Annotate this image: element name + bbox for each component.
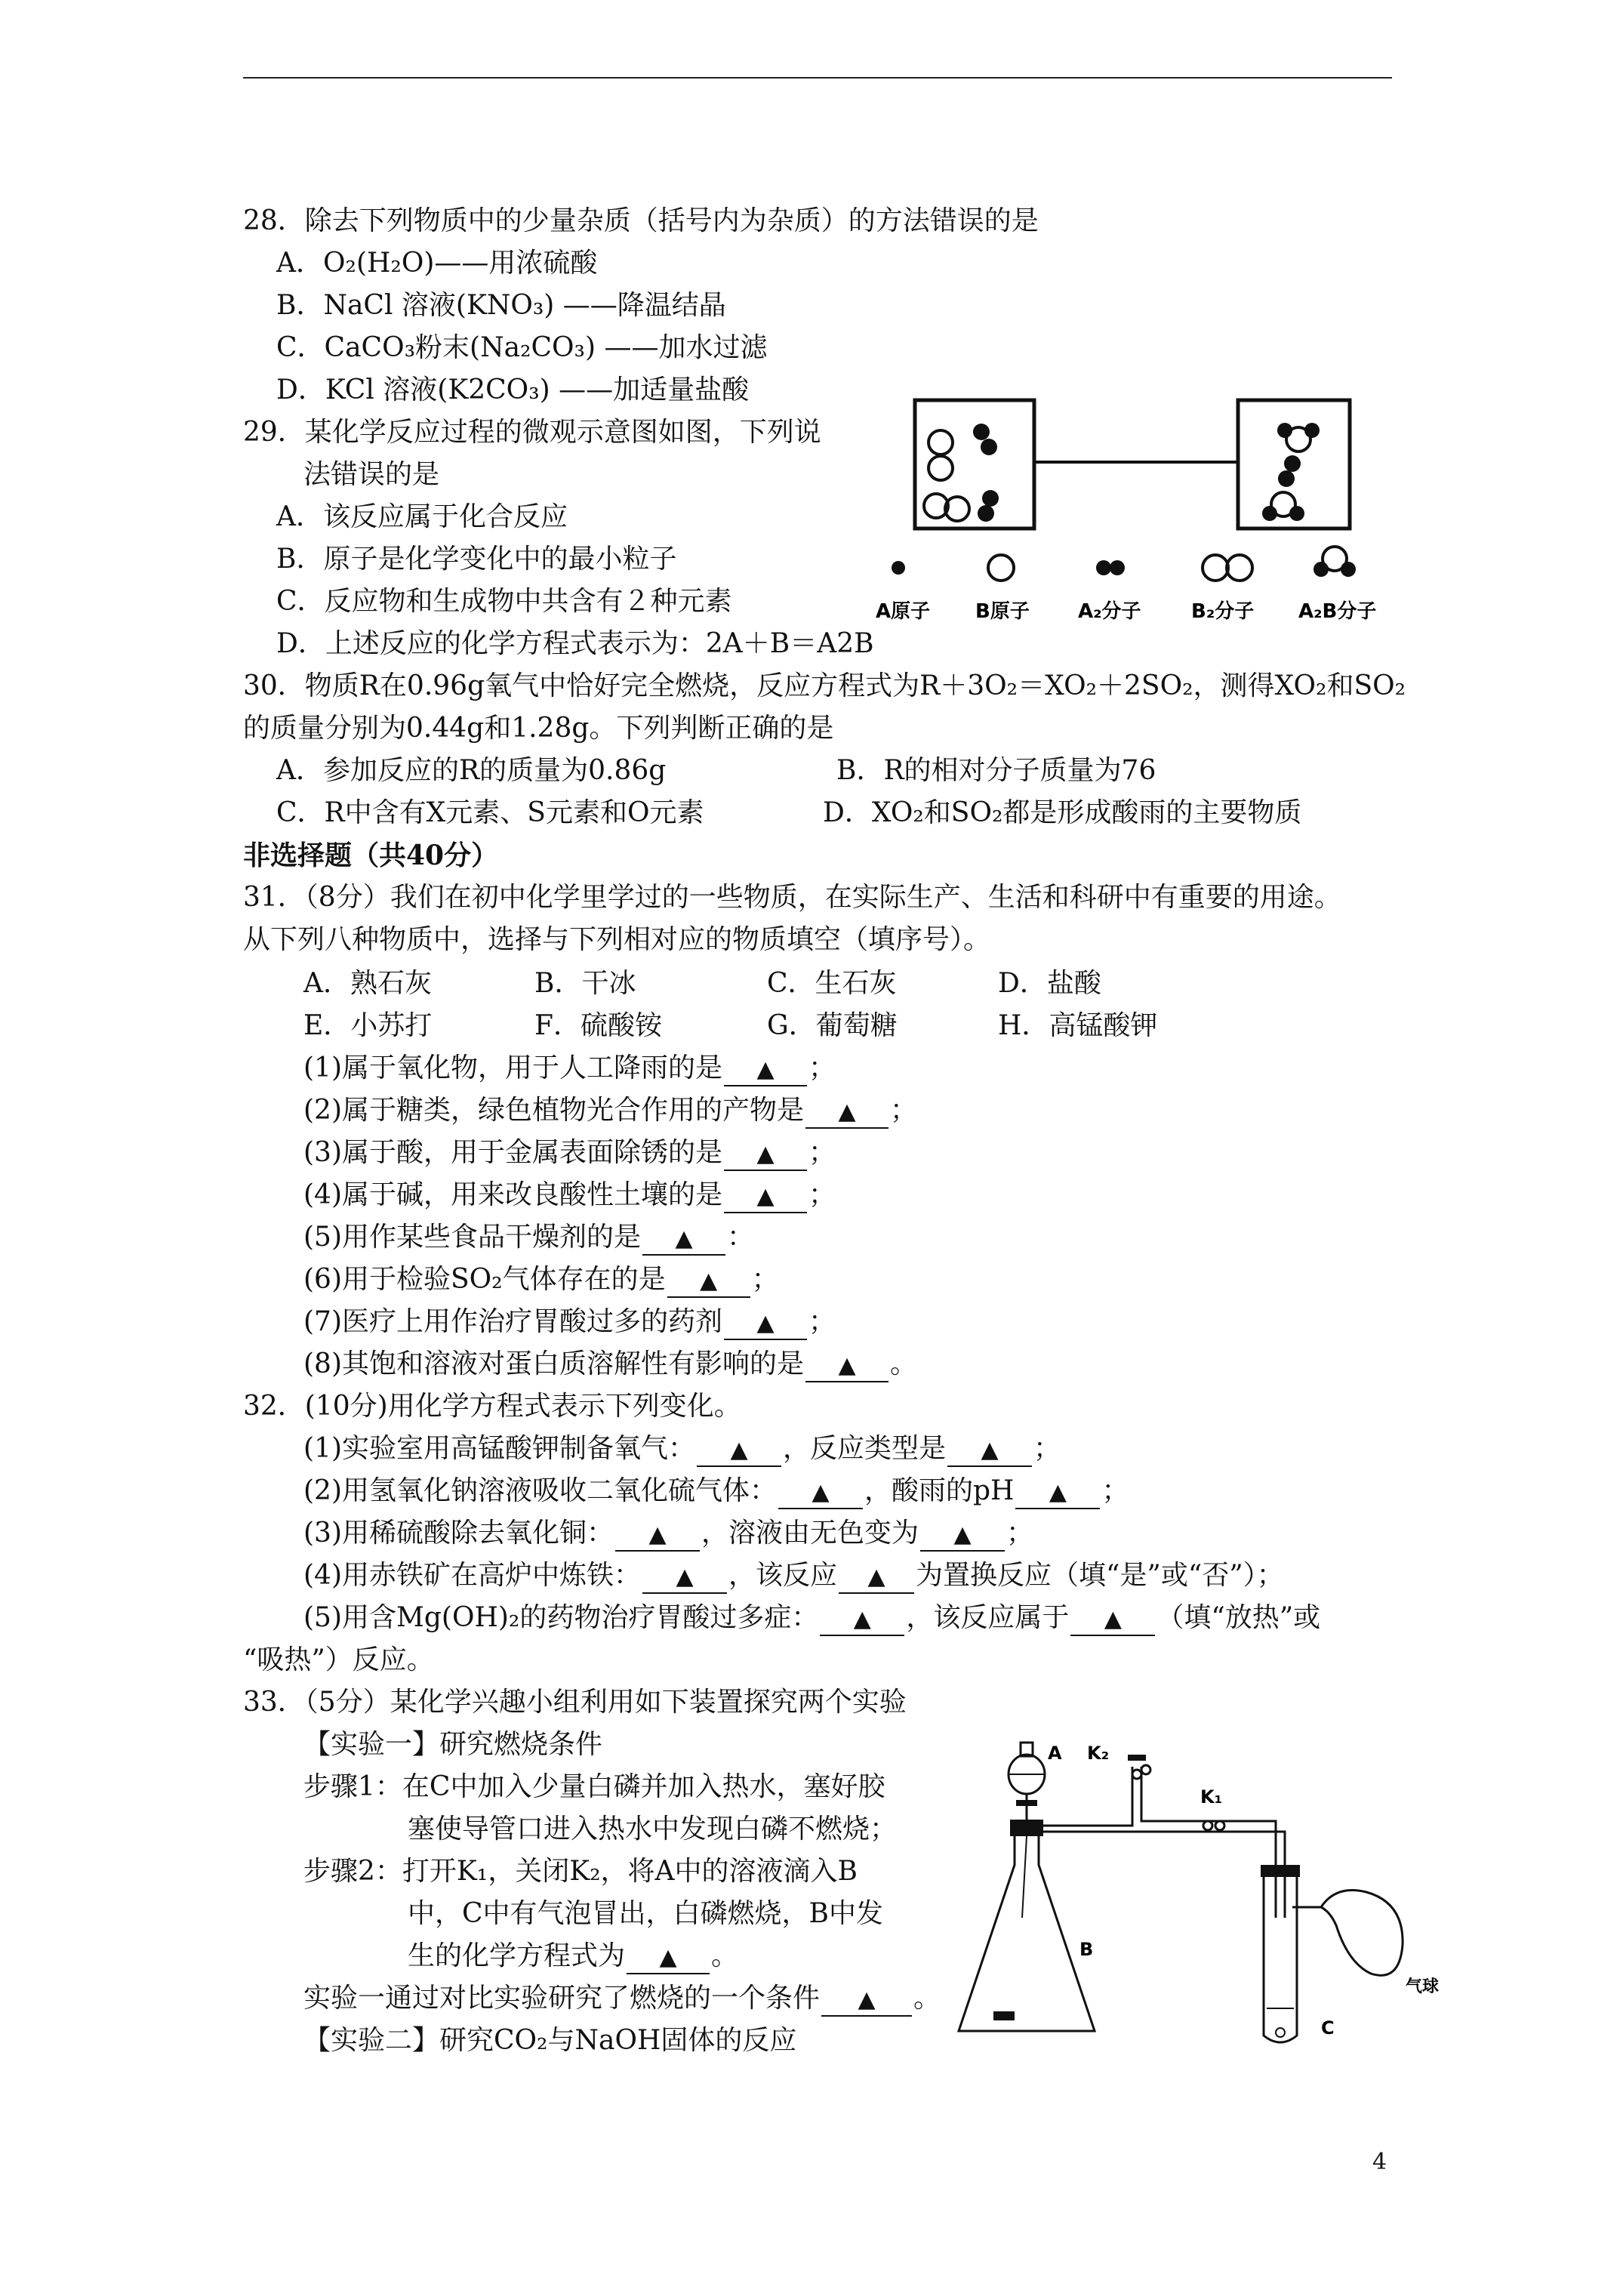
answer-blank[interactable]: ▲ bbox=[947, 1434, 1032, 1467]
q31-opt-d: D．盐酸 bbox=[998, 968, 1101, 999]
label-b: B bbox=[1079, 1939, 1094, 1960]
q31-item-8: (8)其饱和溶液对蛋白质溶解性有影响的是 ▲ 。 bbox=[303, 1347, 917, 1382]
a2b-molecule bbox=[1277, 423, 1320, 451]
q33-exp1-heading: 【实验一】研究燃烧条件 bbox=[303, 1729, 603, 1760]
label-c: C bbox=[1321, 2017, 1335, 2039]
q32-item-1: (1)实验室用高锰酸钾制备氧气： ▲ ，反应类型是 ▲ ； bbox=[303, 1432, 1061, 1467]
q32-item-2: (2)用氢氧化钠溶液吸收二氧化硫气体： ▲ ，酸雨的pH ▲ ； bbox=[303, 1474, 1129, 1509]
q29-stem-line2: 法错误的是 bbox=[303, 459, 440, 490]
clamp-k2 bbox=[1132, 1765, 1150, 1779]
q30-line1: 30．物质R在0.96g氧气中恰好完全燃烧，反应方程式为R＋3O₂＝XO₂＋2SO₂，测得XO₂和SO₂ bbox=[243, 670, 1406, 701]
apparatus-diagram bbox=[944, 1737, 1440, 2054]
q31-opt-g: G．葡萄糖 bbox=[767, 1010, 898, 1041]
a2-molecule bbox=[978, 490, 999, 522]
answer-blank[interactable]: ▲ bbox=[667, 1265, 750, 1298]
a2-molecule bbox=[973, 424, 997, 455]
a2b-molecule bbox=[1262, 492, 1304, 521]
q30-option-b: B．R的相对分子质量为76 bbox=[836, 755, 1156, 786]
label-balloon: 气球 bbox=[1406, 1977, 1440, 1996]
answer-blank[interactable]: ▲ bbox=[820, 1603, 904, 1636]
q30-option-c: C．R中含有X元素、S元素和O元素 bbox=[276, 797, 704, 828]
q31-item-7: (7)医疗上用作治疗胃酸过多的药剂 ▲ ； bbox=[303, 1305, 836, 1340]
legend-a2-molecule bbox=[1096, 560, 1125, 575]
q30-option-d: D．XO₂和SO₂都是形成酸雨的主要物质 bbox=[823, 797, 1302, 828]
answer-blank[interactable]: ▲ bbox=[642, 1561, 727, 1594]
answer-blank[interactable]: ▲ bbox=[805, 1096, 888, 1129]
answer-blank[interactable]: ▲ bbox=[1015, 1476, 1100, 1509]
legend-b-atom-label: B原子 bbox=[975, 600, 1030, 623]
section-heading: 非选择题（共40分） bbox=[243, 840, 499, 871]
q30-line2: 的质量分别为0.44g和1.28g。下列判断正确的是 bbox=[243, 713, 834, 744]
q31-item-5: (5)用作某些食品干燥剂的是 ▲ ： bbox=[303, 1220, 754, 1256]
q28-option-d: D．KCl 溶液(K2CO₃) ——加适量盐酸 bbox=[276, 374, 750, 405]
q33-conclusion: 实验一通过对比实验研究了燃烧的一个条件 ▲ 。 bbox=[303, 1981, 941, 2017]
reactant-box bbox=[915, 400, 1034, 529]
q31-opt-b: B．干冰 bbox=[534, 968, 636, 999]
legend-a-atom-label: A原子 bbox=[876, 600, 931, 623]
legend-a-atom bbox=[892, 561, 905, 575]
q33-step2-line2: 中，C中有气泡冒出，白磷燃烧，B中发 bbox=[408, 1898, 884, 1929]
q28-option-a: A．O₂(H₂O)——用浓硫酸 bbox=[276, 248, 598, 279]
clamp-k1 bbox=[1203, 1821, 1224, 1830]
q29-option-c: C．反应物和生成物中共含有２种元素 bbox=[276, 586, 732, 617]
q33-step2-line3: 生的化学方程式为 ▲ 。 bbox=[408, 1939, 738, 1974]
q30-option-a: A．参加反应的R的质量为0.86g bbox=[276, 755, 667, 786]
q28-option-b: B．NaCl 溶液(KNO₃) ——降温结晶 bbox=[276, 290, 726, 321]
q32-item-3: (3)用稀硫酸除去氧化铜： ▲ ，溶液由无色变为 ▲ ； bbox=[303, 1516, 1033, 1552]
q29-option-b: B．原子是化学变化中的最小粒子 bbox=[276, 544, 677, 575]
q32-item-5: (5)用含Mg(OH)₂的药物治疗胃酸过多症： ▲ ，该反应属于 ▲ （填“放热”或 bbox=[303, 1601, 1320, 1636]
answer-blank[interactable]: ▲ bbox=[615, 1518, 700, 1552]
q31-opt-c: C．生石灰 bbox=[767, 968, 897, 999]
erlenmeyer-flask-b bbox=[959, 1820, 1095, 2031]
legend-a2b-molecule bbox=[1313, 547, 1356, 577]
q31-item-6: (6)用于检验SO₂气体存在的是 ▲ ； bbox=[303, 1262, 779, 1298]
page-number: 4 bbox=[1372, 2149, 1387, 2175]
legend-a2b-label: A₂B分子 bbox=[1298, 600, 1377, 623]
q29-stem-line1: 29．某化学反应过程的微观示意图如图，下列说 bbox=[243, 417, 821, 448]
q31-opt-h: H．高锰酸钾 bbox=[998, 1010, 1158, 1041]
answer-blank[interactable]: ▲ bbox=[627, 1941, 710, 1974]
answer-blank[interactable]: ▲ bbox=[724, 1180, 807, 1213]
a2-molecule bbox=[1278, 455, 1301, 487]
q31-opt-a: A．熟石灰 bbox=[303, 968, 432, 999]
label-k1: K₁ bbox=[1200, 1786, 1223, 1808]
answer-blank[interactable]: ▲ bbox=[778, 1476, 863, 1509]
label-k2: K₂ bbox=[1087, 1743, 1110, 1764]
q33-stem: 33．（5分）某化学兴趣小组利用如下装置探究两个实验 bbox=[243, 1687, 907, 1718]
q33-step1-line2: 塞使导管口进入热水中发现白磷不燃烧； bbox=[408, 1814, 898, 1845]
answer-blank[interactable]: ▲ bbox=[724, 1307, 807, 1340]
q31-line1: 31．（8分）我们在初中化学里学过的一些物质，在实际生产、生活和科研中有重要的用途。 bbox=[243, 882, 1341, 913]
q31-item-4: (4)属于碱，用来改良酸性土壤的是 ▲ ； bbox=[303, 1178, 836, 1213]
reaction-diagram bbox=[876, 393, 1404, 642]
answer-blank[interactable]: ▲ bbox=[697, 1434, 781, 1467]
test-tube-c bbox=[1261, 1865, 1321, 2042]
q33-exp2-heading: 【实验二】研究CO₂与NaOH固体的反应 bbox=[303, 2025, 797, 2056]
q31-opt-f: F．硫酸铵 bbox=[534, 1010, 662, 1041]
q29-option-a: A．该反应属于化合反应 bbox=[276, 501, 568, 532]
legend-a2-label: A₂分子 bbox=[1078, 600, 1141, 623]
answer-blank[interactable]: ▲ bbox=[805, 1349, 888, 1382]
label-a: A bbox=[1048, 1743, 1062, 1764]
answer-blank[interactable]: ▲ bbox=[724, 1138, 807, 1171]
answer-blank[interactable]: ▲ bbox=[1070, 1603, 1155, 1636]
answer-blank[interactable]: ▲ bbox=[821, 1983, 912, 2017]
answer-blank[interactable]: ▲ bbox=[724, 1053, 807, 1086]
q32-stem: 32．(10分)用化学方程式表示下列变化。 bbox=[243, 1391, 741, 1422]
legend-b2-label: B₂分子 bbox=[1191, 600, 1255, 623]
q29-option-d: D．上述反应的化学方程式表示为：2A＋B＝A2B bbox=[276, 628, 874, 659]
answer-blank[interactable]: ▲ bbox=[920, 1518, 1005, 1552]
q31-line2: 从下列八种物质中，选择与下列相对应的物质填空（填序号）。 bbox=[243, 924, 991, 955]
b2-molecule bbox=[924, 494, 969, 521]
legend-b2-molecule bbox=[1203, 555, 1252, 581]
legend-b-atom bbox=[988, 555, 1014, 581]
q28-option-c: C．CaCO₃粉末(Na₂CO₃) ——加水过滤 bbox=[276, 332, 768, 363]
q32-item-5-cont: “吸热”）反应。 bbox=[243, 1644, 434, 1675]
q33-step2-line1: 步骤2：打开K₁，关闭K₂，将A中的溶液滴入B bbox=[303, 1856, 858, 1887]
q28-stem: 28．除去下列物质中的少量杂质（括号内为杂质）的方法错误的是 bbox=[243, 205, 1039, 236]
balloon bbox=[1321, 1891, 1403, 1976]
separatory-funnel-a bbox=[1009, 1743, 1045, 1820]
q33-step1-line1: 步骤1：在C中加入少量白磷并加入热水，塞好胶 bbox=[303, 1771, 885, 1802]
answer-blank[interactable]: ▲ bbox=[839, 1561, 914, 1594]
delivery-tube bbox=[1034, 1755, 1285, 1918]
q31-item-2: (2)属于糖类，绿色植物光合作用的产物是 ▲ ； bbox=[303, 1093, 917, 1129]
b2-molecule bbox=[929, 430, 953, 480]
header-rule bbox=[243, 77, 1392, 79]
q32-item-4: (4)用赤铁矿在高炉中炼铁： ▲ ，该反应 ▲ 为置换反应（填“是”或“否”）； bbox=[303, 1558, 1284, 1594]
answer-blank[interactable]: ▲ bbox=[642, 1222, 725, 1256]
q31-opt-e: E．小苏打 bbox=[303, 1010, 433, 1041]
q31-item-1: (1)属于氧化物，用于人工降雨的是 ▲ ； bbox=[303, 1051, 836, 1086]
q31-item-3: (3)属于酸，用于金属表面除锈的是 ▲ ； bbox=[303, 1136, 836, 1171]
